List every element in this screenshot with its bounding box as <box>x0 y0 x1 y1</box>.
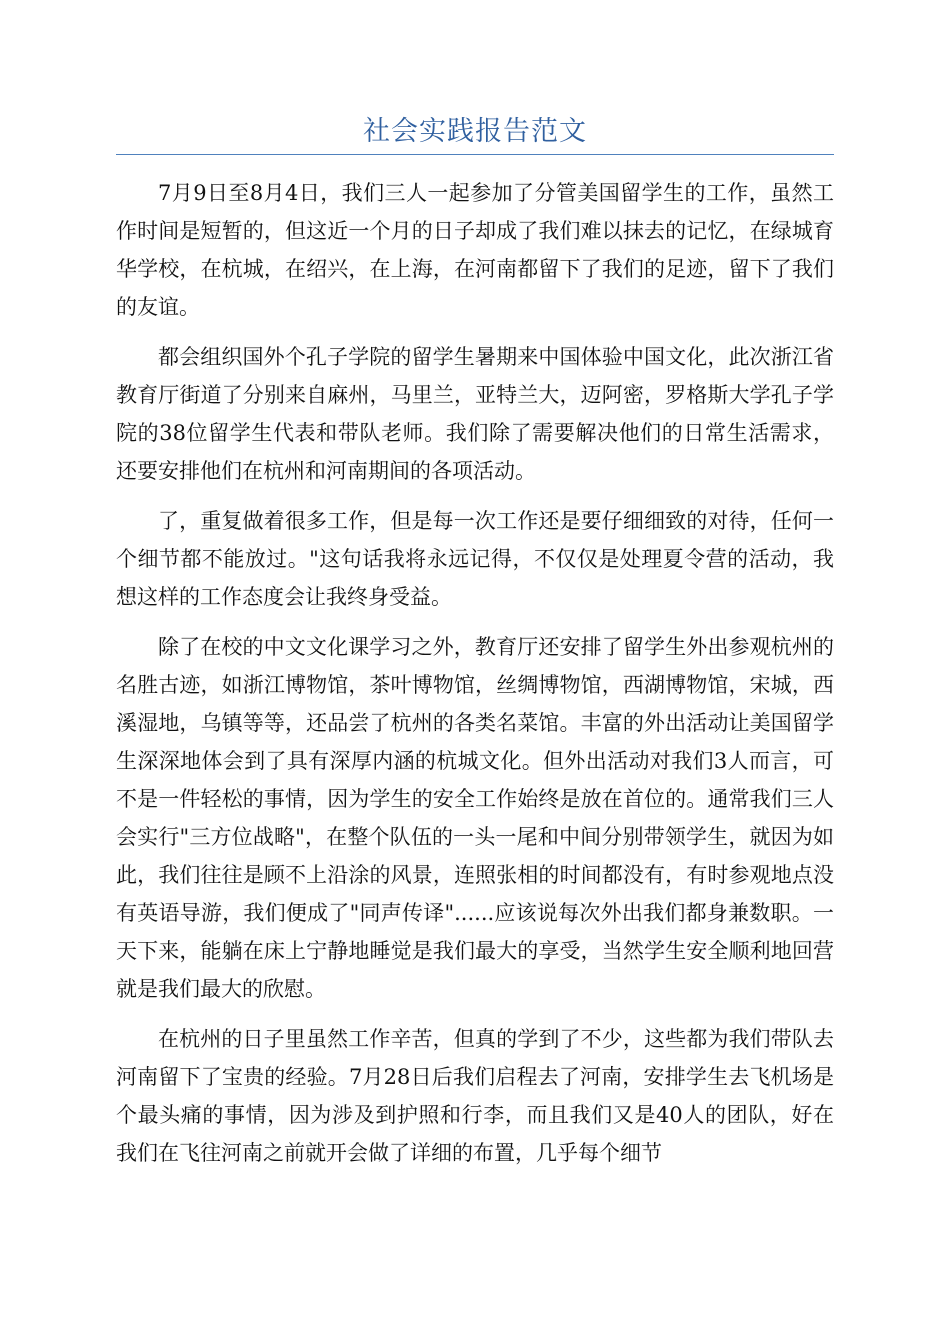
document-title: 社会实践报告范文 <box>363 116 587 147</box>
paragraph-2: 都会组织国外个孔子学院的留学生暑期来中国体验中国文化，此次浙江省教育厅街道了分别来自麻州，马里兰，亚特兰大，迈阿密，罗格斯大学孔子学院的38位留学生代表和带队老师。我们除了需要解决他们的日常生活需求，还要安排他们在杭州和河南期间的各项活动。 <box>116 345 834 483</box>
paragraph-3: 了，重复做着很多工作，但是每一次工作还是要仔细细致的对待，任何一个细节都不能放过。"这句话我将永远记得，不仅仅是处理夏令营的活动，我想这样的工作态度会让我终身受益。 <box>116 509 834 609</box>
paragraph-4: 除了在校的中文文化课学习之外，教育厅还安排了留学生外出参观杭州的名胜古迹，如浙江博物馆，茶叶博物馆，丝绸博物馆，西湖博物馆，宋城，西溪湿地，乌镇等等，还品尝了杭州的各类名菜馆。丰富的外出活动让美国留学生深深地体会到了具有深厚内涵的杭城文化。但外出活动对我们3人而言，可不是一件轻松的事情，因为学生的安全工作始终是放在首位的。通常我们三人会实行"三方位战略"，在整个队伍的一头一尾和中间分别带领学生，就因为如此，我们往往是顾不上沿涂的风景，连照张相的时间都没有，有时参观地点没有英语导游，我们便成了"同声传译"......应该说每次外出我们都身兼数职。一天下来，能躺在床上宁静地睡觉是我们最大的享受，当然学生安全顺利地回营就是我们最大的欣慰。 <box>116 635 834 1001</box>
paragraph-1: 7月9日至8月4日，我们三人一起参加了分管美国留学生的工作，虽然工作时间是短暂的，但这近一个月的日子却成了我们难以抹去的记忆，在绿城育华学校，在杭城，在绍兴，在上海，在河南都留下了我们的足迹，留下了我们的友谊。 <box>116 181 834 319</box>
title-underline <box>116 154 834 155</box>
document-body <box>116 174 834 1184</box>
paragraph-5: 在杭州的日子里虽然工作辛苦，但真的学到了不少，这些都为我们带队去河南留下了宝贵的经验。7月28日后我们启程去了河南，安排学生去飞机场是个最头痛的事情，因为涉及到护照和行李，而且我们又是40人的团队，好在我们在飞往河南之前就开会做了详细的布置，几乎每个细节 <box>116 1027 834 1165</box>
